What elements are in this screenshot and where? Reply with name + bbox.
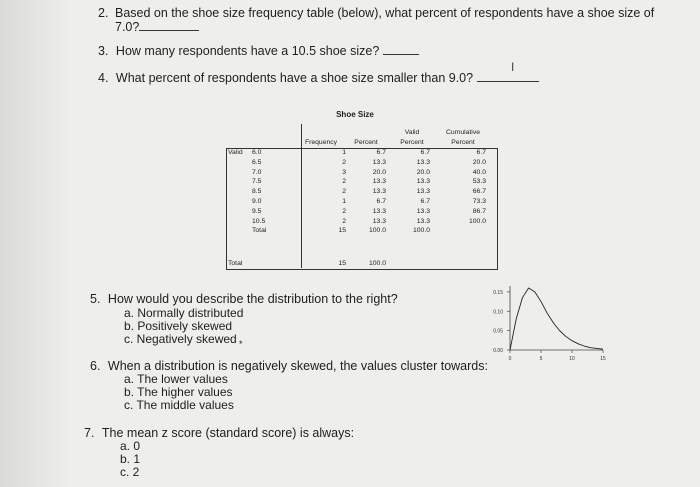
question-2-line2 — [115, 20, 199, 35]
question-text: The mean z score (standard score) is always: — [101, 426, 355, 440]
valid-percent-cell: 6.7 — [420, 149, 430, 156]
question-number: 2. — [98, 6, 109, 20]
question-6-options — [124, 373, 234, 412]
question-7-options — [120, 440, 140, 479]
cumulative-cell: 66.7 — [472, 188, 486, 196]
row-label: 9.0 — [252, 197, 262, 205]
cumulative-cell: 100.0 — [468, 217, 486, 225]
frequency-cell: 3 — [342, 168, 346, 176]
row-label: 6.5 — [252, 158, 262, 166]
valid-percent-cell: 13.3 — [416, 178, 430, 186]
group-total: Total — [228, 260, 243, 267]
percent-cell: 13.3 — [372, 217, 386, 225]
option-b[interactable]: b. The higher values — [124, 385, 233, 399]
question-3 — [98, 44, 419, 59]
answer-blank[interactable] — [383, 54, 419, 55]
row-labels — [252, 148, 278, 236]
x-tick-label: 15 — [600, 356, 606, 362]
header-valid: Valid — [404, 129, 420, 136]
percent-cell: 6.7 — [376, 149, 386, 156]
question-text: 7.0? — [115, 20, 140, 34]
row-label: 8.5 — [252, 188, 262, 196]
question-text: How many respondents have a 10.5 shoe size? — [115, 44, 380, 58]
cumulative-cell: 73.3 — [472, 197, 486, 205]
valid-percent-cell: 20.0 — [416, 168, 430, 176]
row-label: 7.0 — [252, 168, 262, 176]
x-tick-label: 10 — [569, 356, 575, 362]
row-label: 7.5 — [252, 178, 262, 186]
valid-percent-cell: 13.3 — [416, 207, 430, 215]
skew-distribution-chart — [480, 280, 610, 380]
answer-blank[interactable] — [139, 30, 199, 31]
option-a[interactable]: a. The lower values — [124, 372, 228, 386]
frequency-cell: 2 — [342, 178, 346, 186]
cumulative-cell: 20.0 — [472, 158, 486, 166]
valid-percent-cell: 6.7 — [420, 197, 430, 205]
option-a[interactable]: a. 0 — [120, 439, 141, 453]
cumulative-cell: 6.7 — [476, 149, 486, 156]
question-5-options — [124, 307, 243, 346]
answer-blank[interactable] — [477, 81, 539, 82]
header-cumulative: Cumulative — [446, 129, 480, 136]
header-percent: Percent — [354, 139, 378, 146]
question-text: When a distribution is negatively skewed, the values cluster towards: — [107, 359, 488, 373]
column-frequency — [302, 148, 346, 236]
percent-cell: 20.0 — [372, 168, 386, 176]
valid-percent-cell: 100.0 — [412, 227, 430, 235]
frequency-cell: 15 — [338, 227, 346, 235]
question-text: How would you describe the distribution to the right? — [107, 292, 398, 306]
option-b[interactable]: b. Positively skewed — [124, 319, 233, 333]
column-valid-percent — [394, 148, 430, 236]
percent-cell: 100.0 — [368, 227, 386, 235]
question-5 — [90, 292, 398, 307]
header-cumulative-percent: Percent — [451, 139, 475, 146]
x-tick-label: 5 — [539, 356, 543, 362]
row-label: Total — [252, 227, 267, 235]
cumulative-cell: 53.3 — [472, 178, 486, 186]
total-frequency: 15 — [338, 260, 346, 267]
header-valid-percent: Percent — [400, 139, 424, 146]
frequency-cell: 2 — [342, 217, 346, 225]
percent-cell: 6.7 — [376, 197, 386, 205]
valid-percent-cell: 13.3 — [416, 188, 430, 196]
question-number: 7. — [84, 426, 95, 440]
column-cumulative-percent — [448, 148, 486, 226]
question-4 — [98, 71, 539, 86]
option-c[interactable]: c. 2 — [120, 465, 140, 479]
row-label: 10.5 — [252, 217, 266, 225]
option-c[interactable]: c. Negatively skewed — [124, 332, 237, 346]
frequency-cell: 2 — [342, 158, 346, 166]
series-line — [510, 288, 603, 350]
header-frequency: Frequency — [304, 139, 338, 146]
total-percent: 100.0 — [368, 260, 386, 267]
percent-cell: 13.3 — [372, 188, 386, 196]
question-text: What percent of respondents have a shoe size smaller than 9.0? — [115, 71, 474, 85]
table-title: Shoe Size — [336, 110, 374, 119]
valid-percent-cell: 13.3 — [416, 158, 430, 166]
x-tick-label: 0 — [508, 356, 512, 362]
question-number: 6. — [90, 359, 101, 373]
question-2 — [98, 6, 655, 21]
row-label: 9.5 — [252, 207, 262, 215]
frequency-cell: 1 — [342, 149, 346, 156]
mark-star: * — [239, 339, 243, 349]
percent-cell: 13.3 — [372, 158, 386, 166]
frequency-cell: 2 — [342, 188, 346, 196]
frequency-cell: 2 — [342, 207, 346, 215]
page-shadow — [0, 0, 70, 487]
valid-percent-cell: 13.3 — [416, 217, 430, 225]
question-number: 3. — [98, 44, 109, 58]
cumulative-cell: 40.0 — [472, 168, 486, 176]
question-number: 4. — [98, 71, 109, 85]
frequency-cell: 1 — [342, 197, 346, 205]
percent-cell: 13.3 — [372, 178, 386, 186]
text-cursor-icon: I — [511, 60, 515, 74]
group-valid: Valid — [228, 149, 243, 156]
option-c[interactable]: c. The middle values — [124, 398, 234, 412]
column-percent — [350, 148, 386, 236]
question-number: 5. — [90, 292, 101, 306]
question-text: Based on the shoe size frequency table (below), what percent of respondents have a shoe size of — [115, 6, 655, 20]
option-b[interactable]: b. 1 — [120, 452, 141, 466]
y-tick-label: 0.00 — [493, 348, 503, 354]
option-a[interactable]: a. Normally distributed — [124, 306, 244, 320]
y-tick-label: 0.05 — [493, 328, 503, 335]
y-tick-label: 0.15 — [493, 289, 503, 296]
cumulative-cell: 86.7 — [472, 207, 486, 215]
frequency-table — [226, 124, 500, 270]
y-tick-label: 0.10 — [493, 309, 503, 316]
row-label: 6.0 — [252, 149, 262, 156]
percent-cell: 13.3 — [372, 207, 386, 215]
